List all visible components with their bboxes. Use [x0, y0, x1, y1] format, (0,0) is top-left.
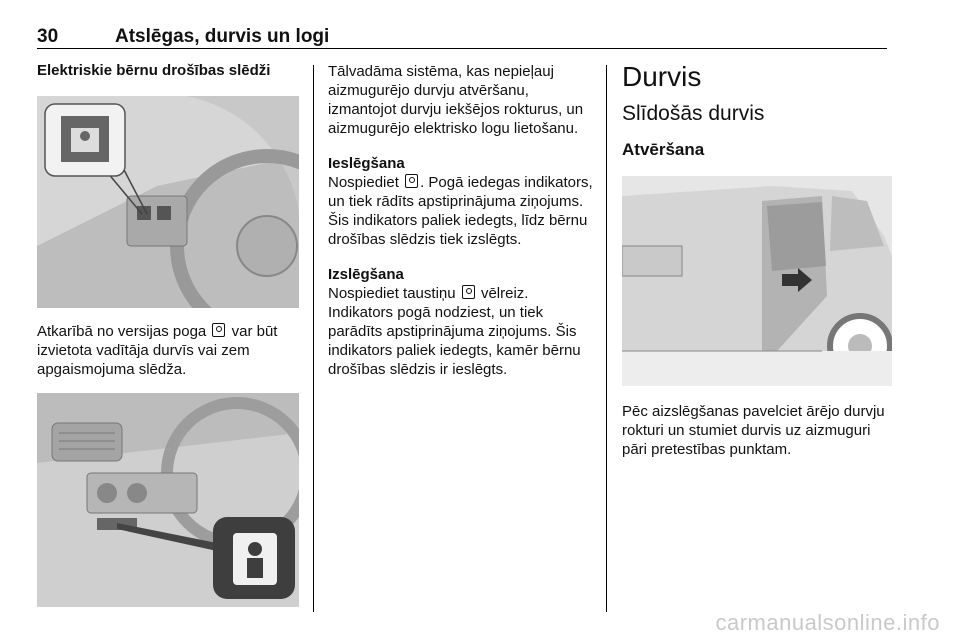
section-subtitle: Slīdošās durvis — [622, 102, 765, 125]
child-lock-icon — [462, 285, 475, 299]
page-header — [37, 24, 887, 49]
chapter-title: Atslēgas, durvis un logi — [115, 26, 330, 47]
child-lock-icon — [405, 174, 418, 188]
opening-text: Pēc aizslēgšanas pavelciet ārējo durvju rokturi un stumiet durvis uz aizmuguri pāri pretestības punktam. — [622, 403, 885, 458]
column-3 — [622, 62, 892, 459]
off-heading: Izslēgšana — [328, 266, 404, 283]
child-lock-icon — [212, 323, 225, 337]
sliding-door-illustration — [622, 176, 892, 386]
door-switch-illustration — [37, 96, 299, 308]
off-text: Nospiediet taustiņu vēlreiz. Indikators pogā nodziest, un tiek parādīts apstiprinājuma ziņojums. Šis indikators paliek iedegts, kamēr bērnu drošības slēdzis ir ieslēgts. — [328, 285, 581, 378]
intro-text: Tālvadāma sistēma, kas nepieļauj aizmugurējo durvju atvēršanu, izmantojot durvju iekšējos rokturus, un aizmugurējo elektrisko logu lietošanu. — [328, 63, 584, 137]
on-text: Nospiediet . Pogā iedegas indikators, un tiek rādīts apstiprinājuma ziņojums. Šis indikators paliek iedegts, līdz bērnu drošības slēdzis tiek izslēgts. — [328, 174, 593, 248]
page-number: 30 — [37, 26, 59, 47]
on-heading: Ieslēgšana — [328, 155, 405, 172]
section-heading: Elektriskie bērnu drošības slēdži — [37, 62, 271, 79]
version-location-text: Atkarībā no versijas poga var būt izvietota vadītāja durvīs vai zem apgaismojuma slēdža. — [37, 323, 278, 378]
column-divider-2 — [606, 65, 607, 612]
column-2 — [328, 62, 593, 379]
section-subsubtitle: Atvēršana — [622, 140, 705, 159]
column-divider-1 — [313, 65, 314, 612]
column-1 — [37, 62, 299, 607]
dashboard-switch-illustration — [37, 393, 299, 607]
section-title: Durvis — [622, 61, 702, 92]
watermark: carmanualsonline.info — [715, 610, 940, 635]
